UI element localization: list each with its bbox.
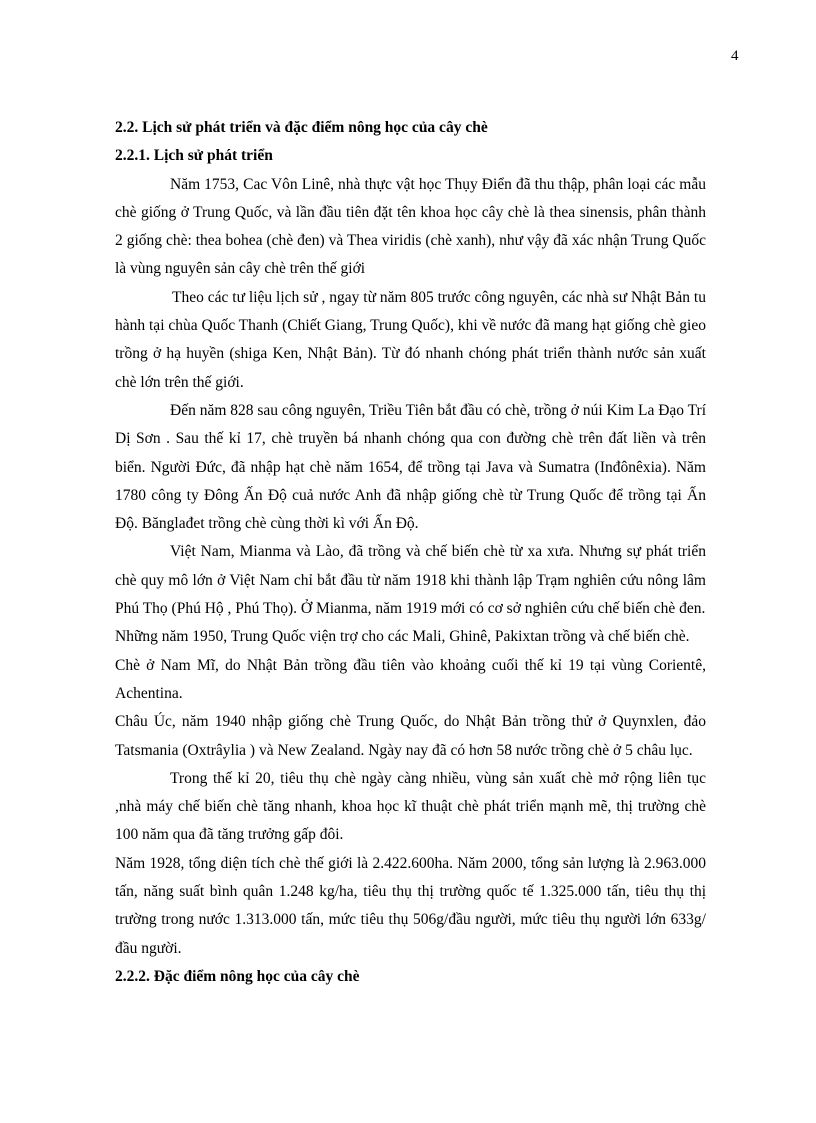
paragraph: Đến năm 828 sau công nguyên, Triều Tiên bắt đầu có chè, trồng ở núi Kim La Đạo Trí Dị Sơn . Sau thế kỉ 17, chè truyền bá nhanh chóng qua con đường chè trên đất liền và trên biển. Người Đức, đã nhập hạt chè năm 1654, để trồng tại Java và Sumatra (Inđônêxia). Năm 1780 công ty Đông Ấn Độ cuả nước Anh đã nhập giống chè từ Trung Quốc để trồng tại Ấn Độ. Bănglađet trồng chè cùng thời kì với Ấn Độ. bbox=[115, 401, 707, 533]
subsection-heading-agronomy: 2.2.2. Đặc điểm nông học của cây chè bbox=[115, 967, 360, 985]
paragraph: Trong thế kỉ 20, tiêu thụ chè ngày càng nhiều, vùng sản xuất chè mở rộng liên tục ,nhà máy chế biến chè tăng nhanh, khoa học kĩ thuật chè phát triển mạnh mẽ, thị trường chè 100 năm qua đã tăng trưởng gấp đôi. bbox=[115, 769, 706, 844]
paragraph: Năm 1753, Cac Vôn Linê, nhà thực vật học Thụy Điển đã thu thập, phân loại các mẫu chè giống ở Trung Quốc, và lần đầu tiên đặt tên khoa học cây chè là thea sinensis, phân thành 2 giống chè: thea bohea (chè đen) và Thea viridis (chè xanh), như vậy đã xác nhận Trung Quốc là vùng nguyên sản cây chè trên thế giới bbox=[115, 175, 706, 278]
paragraph: Chè ở Nam Mĩ, do Nhật Bản trồng đầu tiên vào khoảng cuối thế kỉ 19 tại vùng Corientê, Achentina. bbox=[115, 656, 706, 702]
paragraph: Theo các tư liệu lịch sử , ngay từ năm 805 trước công nguyên, các nhà sư Nhật Bản tu hành tại chùa Quốc Thanh (Chiết Giang, Trung Quốc), khi về nước đã mang hạt giống chè gieo trồng ở hạ huyền (shiga Ken, Nhật Bản). Từ đó nhanh chóng phát triển thành nước sản xuất chè lớn trên thế giới. bbox=[115, 288, 706, 391]
subsection-heading-history: 2.2.1. Lịch sử phát triển bbox=[115, 147, 273, 165]
document-body bbox=[115, 114, 706, 991]
section-heading: 2.2. Lịch sử phát triển và đặc điểm nông học của cây chè bbox=[115, 119, 488, 136]
paragraph: Năm 1928, tổng diện tích chè thế giới là 2.422.600ha. Năm 2000, tổng sản lượng là 2.963.000 tấn, năng suất bình quân 1.248 kg/ha, tiêu thụ thị trường quốc tế 1.325.000 tấn, tiêu thụ thị trường trong nước 1.313.000 tấn, mức tiêu thụ 506g/đầu người, mức tiêu thụ người lớn 633g/đầu người. bbox=[115, 854, 706, 957]
page-number: 4 bbox=[731, 48, 739, 64]
paragraph: Châu Úc, năm 1940 nhập giống chè Trung Quốc, do Nhật Bản trồng thử ở Quynxlen, đảo Tatsmania (Oxtrâylia ) và New Zealand. Ngày nay đã có hơn 58 nước trồng chè ở 5 châu lục. bbox=[115, 713, 706, 759]
paragraph: Những năm 1950, Trung Quốc viện trợ cho các Mali, Ghinê, Pakixtan trồng và chế biến chè. bbox=[115, 628, 690, 646]
paragraph: Việt Nam, Mianma và Lào, đã trồng và chế biến chè từ xa xưa. Nhưng sự phát triển chè quy mô lớn ở Việt Nam chỉ bắt đầu từ năm 1918 khi thành lập Trạm nghiên cứu nông lâm Phú Thọ (Phú Hộ , Phú Thọ). Ở Mianma, năm 1919 mới có cơ sở nghiên cứu chế biến chè đen. bbox=[115, 543, 706, 618]
